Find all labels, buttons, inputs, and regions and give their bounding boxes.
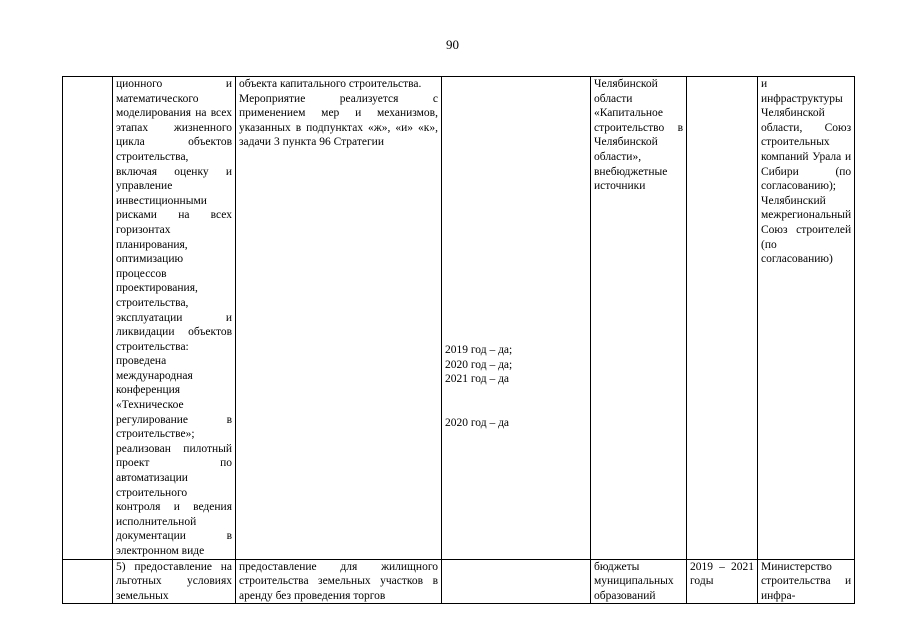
cell-funding [591, 77, 687, 560]
cell-responsible [758, 77, 855, 560]
indicator-conference: 2019 год – да; 2020 год – да; 2021 год – да [445, 344, 513, 386]
cell-period [687, 77, 758, 560]
funding-text: Челябинской области «Капитальное строительство в Челябинской области», внебюджетные источники [594, 78, 683, 193]
cell-index [63, 77, 113, 560]
indicator-pilot: 2020 год – да [445, 416, 510, 429]
cell-responsible [758, 559, 855, 604]
cell-description [236, 77, 442, 560]
responsible-text: Министерство строительства и инфра- [761, 560, 852, 602]
cell-funding [591, 559, 687, 604]
cell-indicator [442, 559, 591, 604]
table-row [63, 559, 855, 604]
activity-text: 5) предоставление на льготных условиях земельных [116, 560, 232, 602]
cell-activity [113, 559, 236, 604]
responsible-text: и инфраструктуры Челябинской области, Союз строительных компаний Урала и Сибири (по согласованию); Челябинский межрегиональный Союз строителей (по согласованию) [761, 78, 852, 266]
activity-text: ционного и математического моделирования на всех этапах жизненного цикла объектов строительства, включая оценку и управление инвестиционными рисками на всех горизонтах планирования, оптимизацию процессов проектирования, строительства, эксплуатации и ликвидации объектов строительства: [116, 78, 232, 353]
cell-description [236, 559, 442, 604]
cell-indicator [442, 77, 591, 560]
description-text: предоставление для жилищного строительства земельных участков в аренду без проведения торгов [239, 560, 438, 602]
period-text: 2019 – 2021 годы [690, 560, 754, 588]
funding-text: бюджеты муниципальных образований [594, 560, 674, 602]
description-note: Мероприятие реализуется с применением мер и механизмов, указанных в подпунктах «ж», «и» «к», задачи 3 пункта 96 Стратегии [239, 92, 438, 149]
activity-item-conference: проведена международная конференция «Техническое регулирование в строительстве»; [116, 355, 232, 441]
cell-activity [113, 77, 236, 560]
activities-table [62, 76, 855, 604]
table-row [63, 77, 855, 560]
cell-index [63, 559, 113, 604]
cell-period [687, 559, 758, 604]
activity-item-pilot: реализован пилотный проект по автоматизации строительного контроля и ведения исполнительной документации в электронном виде [116, 442, 232, 557]
page-number: 90 [446, 37, 459, 52]
description-text: объекта капитального строительства. [239, 78, 422, 90]
